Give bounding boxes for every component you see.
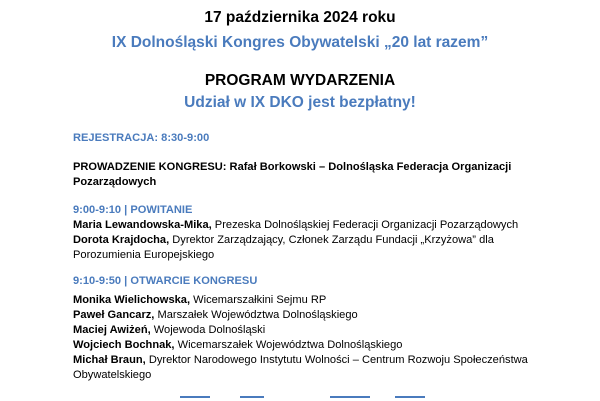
program-body — [73, 131, 553, 383]
speaker-role: Marszałek Województwa Dolnośląskiego — [154, 309, 358, 321]
speaker-role: Dyrektor Narodowego Instytutu Wolności – Centrum Rozwoju Społeczeństwa Obywatelskiego — [73, 354, 528, 381]
speaker-role: Prezeska Dolnośląskiej Federacji Organizacji Pozarządowych — [211, 219, 519, 231]
moderation-paragraph: PROWADZENIE KONGRESU: Rafał Borkowski – Dolnośląska Federacja Organizacji Pozarządowych — [73, 161, 512, 188]
opening-section-header: 9:10-9:50 | OTWARCIE KONGRESU — [73, 275, 258, 287]
speaker-name: Paweł Gancarz, — [73, 309, 155, 321]
free-participation-note: Udział w IX DKO jest bezpłatny! — [184, 94, 416, 111]
speaker-role: Dyrektor Zarządzający, Członek Zarządu Fundacji „Krzyżowa” dla Porozumienia Europejskiego — [73, 234, 494, 261]
welcome-speaker — [73, 218, 553, 233]
speaker-role: Wicemarszałkini Sejmu RP — [190, 294, 327, 306]
registration-header: REJESTRACJA: 8:30-9:00 — [73, 132, 210, 144]
opening-speaker — [73, 353, 553, 383]
speaker-role: Wojewoda Dolnośląski — [150, 324, 266, 336]
opening-speaker — [73, 293, 553, 308]
opening-speaker — [73, 323, 553, 338]
speaker-name: Dorota Krajdocha, — [73, 234, 170, 246]
event-date: 17 października 2024 roku — [204, 9, 396, 26]
speaker-name: Wojciech Bochnak, — [73, 339, 175, 351]
welcome-section-header: 9:00-9:10 | POWITANIE — [73, 204, 193, 216]
speaker-role: Wicemarszałek Województwa Dolnośląskiego — [174, 339, 403, 351]
congress-title: IX Dolnośląski Kongres Obywatelski „20 lat razem” — [111, 34, 489, 51]
opening-speaker — [73, 308, 553, 323]
speaker-name: Maciej Awiżeń, — [73, 324, 151, 336]
speaker-name: Michał Braun, — [73, 354, 146, 366]
speaker-name: Maria Lewandowska-Mika, — [73, 219, 212, 231]
program-heading: PROGRAM WYDARZENIA — [204, 72, 396, 89]
welcome-speaker — [73, 233, 553, 263]
speaker-name: Monika Wielichowska, — [73, 294, 191, 306]
opening-speaker — [73, 338, 553, 353]
